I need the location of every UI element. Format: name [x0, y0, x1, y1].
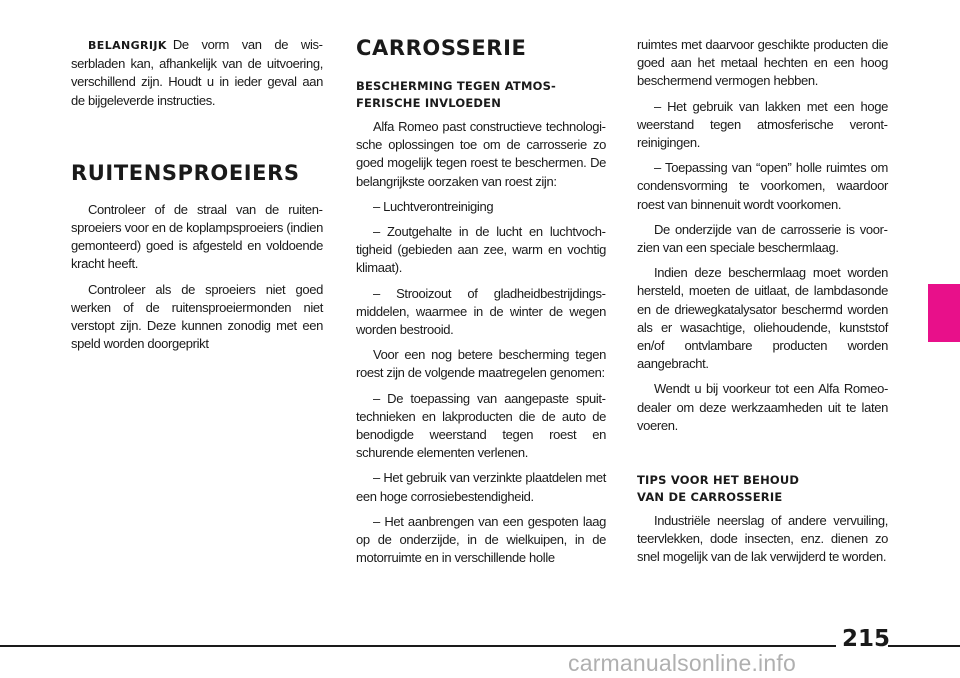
paragraph: Industriële neerslag of andere vervuiling, teervlekken, dode insecten, enz. dienen zo snel mogelijk van de lak verwijderd te worden. — [637, 513, 888, 565]
subheading-line: BESCHERMING TEGEN ATMOS- — [356, 79, 557, 93]
column-right — [637, 36, 888, 574]
important-text: De vorm van de wisserbladen kan, afhankelijk van de uitvoering, verschillend zijn. Houdt u in ieder geval aan de bijgeleverde instructies. — [71, 37, 323, 108]
section-heading-ruitensproeiers: RUITENSPROEIERS — [71, 160, 300, 185]
spacer — [71, 185, 323, 201]
paragraph: Indien deze beschermlaag moet worden hersteld, moeten de uitlaat, de lambdasonde en de driewegkatalysator beschermd worden als er wasachtige, oliehoudende, kunststof en/of ontvlambare producten worden aangebracht. — [637, 265, 888, 372]
watermark-text: carmanualsonline.info — [568, 650, 796, 676]
subheading-line: VAN DE CARROSSERIE — [637, 490, 783, 505]
paragraph: De onderzijde van de carrosserie is voorzien van een speciale beschermlaag. — [637, 221, 888, 256]
list-item: – Het aanbrengen van een gespoten laag op de onderzijde, in de wielkuipen, in de motorruimte en in verschillende holle — [356, 513, 606, 566]
paragraph: Wendt u bij voorkeur tot een Alfa Romeo-dealer om deze werkzaamheden uit te laten voeren. — [637, 381, 888, 433]
list-item: – Zoutgehalte in de lucht en luchtvochtigheid (gebieden aan zee, warm en vochtig klimaat). — [356, 224, 606, 276]
paragraph: Controleer of de straal van de ruitensproeiers voor en de koplampsproeiers (indien gemonteerd) goed is afgesteld en voldoende kracht heeft. — [71, 201, 323, 272]
paragraph: Controleer als de sproeiers niet goed werken of de ruitensproeiermonden niet verstopt zijn. Deze kunnen zonodig met een speld worden doorgeprikt — [71, 281, 323, 352]
chapter-tab — [928, 284, 960, 342]
footer-rule — [0, 645, 836, 647]
list-item: – Luchtverontreiniging — [373, 198, 494, 214]
footer-rule-right — [888, 645, 960, 647]
important-note — [71, 36, 323, 110]
subheading-line: TIPS VOOR HET BEHOUD — [637, 473, 800, 488]
column-left — [71, 36, 323, 360]
list-item: – Het gebruik van lakken met een hoge weerstand tegen atmosferische verontreinigingen. — [637, 98, 888, 151]
subheading-line: FERISCHE INVLOEDEN — [356, 96, 502, 110]
spacer — [71, 117, 323, 161]
list-item: – Toepassing van “open” holle ruimtes om condensvorming te voorkomen, waardoor roest van binnenuit wordt voorkomen. — [637, 160, 888, 212]
important-label: BELANGRIJK — [88, 39, 167, 52]
paragraph: Voor een nog betere bescherming tegen roest zijn de volgende maatregelen genomen: — [356, 347, 606, 381]
section-heading-carrosserie: CARROSSERIE — [356, 36, 527, 60]
list-item: – Het gebruik van verzinkte plaatdelen met een hoge corrosiebestendigheid. — [356, 470, 606, 504]
list-item: – Strooizout of gladheidbestrijdingsmiddelen, waarmee in de winter de wegen worden bestrooid. — [356, 285, 606, 338]
page-number: 215 — [842, 626, 891, 652]
paragraph: Alfa Romeo past constructieve technologische oplossingen toe om de carrosserie zo goed mogelijk tegen roest te beschermen. De belangrijkste oorzaken van roest zijn: — [356, 119, 606, 189]
spacer — [356, 60, 606, 78]
list-item: – De toepassing van aangepaste spuittechnieken en lakproducten die de auto de benodigde weerstand tegen roest en schurende elementen verlenen. — [356, 390, 606, 461]
paragraph: ruimtes met daarvoor geschikte producten die goed aan het metaal hechten en een hoog beschermend vermogen hebben. — [637, 37, 888, 89]
column-middle — [356, 36, 606, 574]
spacer — [637, 442, 888, 472]
